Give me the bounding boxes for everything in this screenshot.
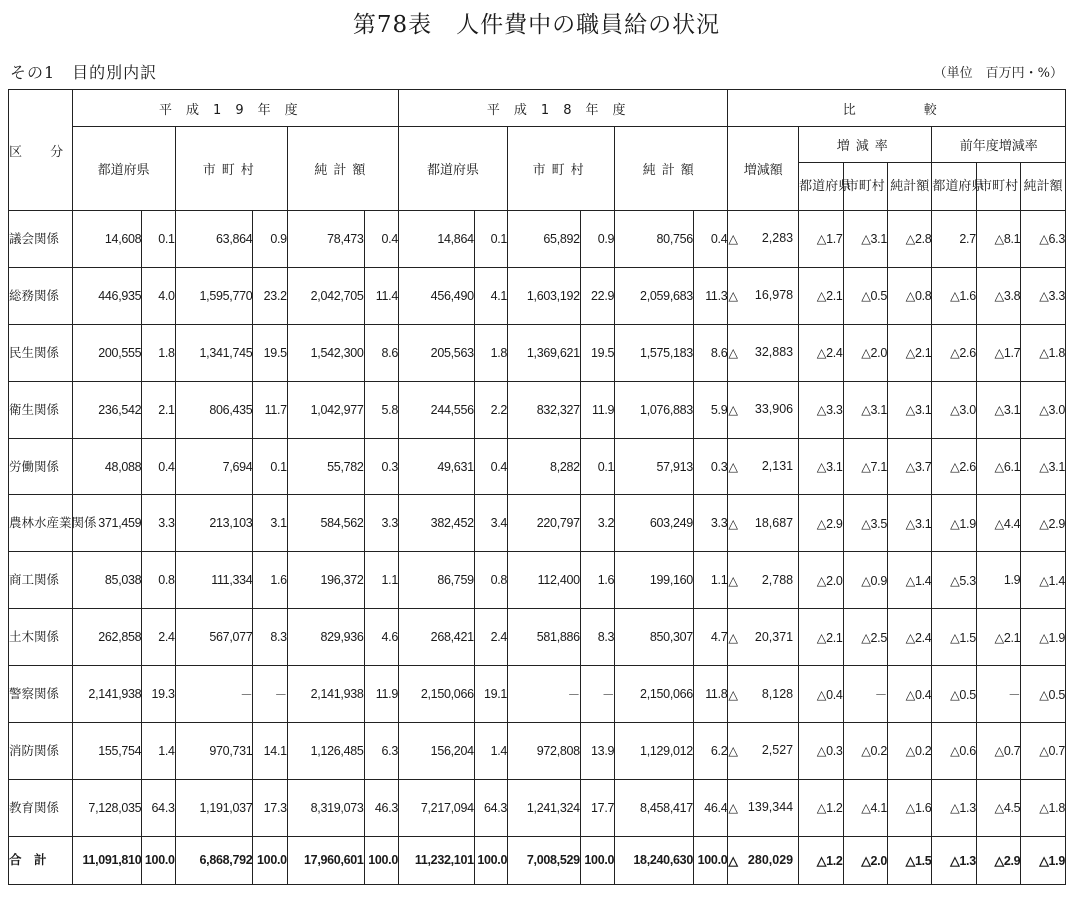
value-cell: △3.1: [843, 381, 887, 438]
value-cell: △8.1: [976, 211, 1020, 268]
row-label: 労働関係: [9, 438, 73, 495]
value-cell: 11,091,810: [72, 836, 142, 884]
value-cell: △2.8: [887, 211, 931, 268]
value-cell: 262,858: [72, 609, 142, 666]
diff-cell: △ 2,131: [728, 438, 799, 495]
value-cell: 8.6: [364, 324, 398, 381]
value-cell: 2,059,683: [615, 267, 694, 324]
table-row: [9, 211, 1066, 268]
value-cell: △2.1: [887, 324, 931, 381]
value-cell: 196,372: [287, 552, 364, 609]
value-cell: 0.9: [580, 211, 614, 268]
value-cell: 3.4: [474, 495, 507, 552]
total-row: [9, 836, 1066, 884]
value-cell: △3.8: [976, 267, 1020, 324]
value-cell: △2.6: [932, 438, 976, 495]
rate-net-header: 純計額: [887, 163, 931, 211]
value-cell: 0.3: [693, 438, 727, 495]
value-cell: 19.1: [474, 666, 507, 723]
value-cell: △0.5: [932, 666, 976, 723]
value-cell: 4.0: [142, 267, 175, 324]
value-cell: 8.3: [253, 609, 287, 666]
h19-pref-header: 都道府県: [72, 127, 175, 211]
value-cell: △1.6: [887, 779, 931, 836]
prev-net-header: 純計額: [1021, 163, 1066, 211]
value-cell: △0.2: [843, 723, 887, 780]
table-row: [9, 438, 1066, 495]
value-cell: 100.0: [474, 836, 507, 884]
value-cell: 2,042,705: [287, 267, 364, 324]
value-cell: －: [580, 666, 614, 723]
value-cell: 0.1: [580, 438, 614, 495]
prev-muni-header: 市町村: [976, 163, 1020, 211]
value-cell: 100.0: [142, 836, 175, 884]
value-cell: 8,319,073: [287, 779, 364, 836]
value-cell: 11.3: [693, 267, 727, 324]
value-cell: 11.7: [253, 381, 287, 438]
value-cell: 18,240,630: [615, 836, 694, 884]
value-cell: 0.1: [474, 211, 507, 268]
value-cell: 1.6: [580, 552, 614, 609]
value-cell: 6.2: [693, 723, 727, 780]
value-cell: 1,595,770: [175, 267, 253, 324]
value-cell: △1.5: [932, 609, 976, 666]
value-cell: 2,150,066: [399, 666, 475, 723]
value-cell: △4.1: [843, 779, 887, 836]
h19-net-header: 純計額: [287, 127, 398, 211]
value-cell: 2.1: [142, 381, 175, 438]
table-row: [9, 267, 1066, 324]
value-cell: 2.7: [932, 211, 976, 268]
value-cell: 3.3: [364, 495, 398, 552]
table-row: [9, 324, 1066, 381]
value-cell: △2.0: [799, 552, 843, 609]
h18-header: 平成18年度: [399, 90, 728, 127]
value-cell: △1.2: [799, 836, 843, 884]
value-cell: 205,563: [399, 324, 475, 381]
value-cell: 13.9: [580, 723, 614, 780]
prev-rate-header: 前年度増減率: [932, 127, 1066, 163]
value-cell: △1.9: [1021, 836, 1066, 884]
value-cell: △6.3: [1021, 211, 1066, 268]
value-cell: 970,731: [175, 723, 253, 780]
value-cell: 1.8: [474, 324, 507, 381]
value-cell: 7,694: [175, 438, 253, 495]
value-cell: 2.4: [474, 609, 507, 666]
rate-header: 増減率: [799, 127, 932, 163]
value-cell: △2.9: [799, 495, 843, 552]
value-cell: 19.3: [142, 666, 175, 723]
diff-cell: △ 8,128: [728, 666, 799, 723]
salary-table: [8, 89, 1066, 885]
table-row: [9, 723, 1066, 780]
value-cell: 111,334: [175, 552, 253, 609]
value-cell: 17.7: [580, 779, 614, 836]
diff-cell: △ 2,283: [728, 211, 799, 268]
value-cell: 3.3: [142, 495, 175, 552]
value-cell: 46.4: [693, 779, 727, 836]
value-cell: 850,307: [615, 609, 694, 666]
row-label: 衛生関係: [9, 381, 73, 438]
value-cell: 14,608: [72, 211, 142, 268]
value-cell: △0.8: [887, 267, 931, 324]
value-cell: 4.7: [693, 609, 727, 666]
value-cell: 64.3: [142, 779, 175, 836]
value-cell: 456,490: [399, 267, 475, 324]
value-cell: 17,960,601: [287, 836, 364, 884]
value-cell: 213,103: [175, 495, 253, 552]
row-label: 議会関係: [9, 211, 73, 268]
value-cell: 832,327: [508, 381, 581, 438]
value-cell: 972,808: [508, 723, 581, 780]
value-cell: 581,886: [508, 609, 581, 666]
value-cell: 220,797: [508, 495, 581, 552]
value-cell: 23.2: [253, 267, 287, 324]
value-cell: 603,249: [615, 495, 694, 552]
value-cell: 2.4: [142, 609, 175, 666]
value-cell: △1.5: [887, 836, 931, 884]
value-cell: △2.9: [976, 836, 1020, 884]
value-cell: △1.4: [1021, 552, 1066, 609]
value-cell: 1,603,192: [508, 267, 581, 324]
value-cell: △1.8: [1021, 324, 1066, 381]
value-cell: 0.4: [474, 438, 507, 495]
value-cell: 0.8: [142, 552, 175, 609]
value-cell: △3.1: [887, 381, 931, 438]
value-cell: △0.7: [976, 723, 1020, 780]
value-cell: △2.0: [843, 836, 887, 884]
value-cell: △1.8: [1021, 779, 1066, 836]
value-cell: 19.5: [253, 324, 287, 381]
value-cell: 1.1: [364, 552, 398, 609]
value-cell: △5.3: [932, 552, 976, 609]
table-row: [9, 495, 1066, 552]
diff-cell: △ 33,906: [728, 381, 799, 438]
value-cell: 100.0: [693, 836, 727, 884]
value-cell: －: [175, 666, 253, 723]
diff-header: 増減額: [728, 127, 799, 211]
value-cell: △0.3: [799, 723, 843, 780]
value-cell: △4.5: [976, 779, 1020, 836]
value-cell: 268,421: [399, 609, 475, 666]
value-cell: 5.9: [693, 381, 727, 438]
value-cell: △0.2: [887, 723, 931, 780]
value-cell: 1,042,977: [287, 381, 364, 438]
value-cell: 1,129,012: [615, 723, 694, 780]
value-cell: △3.1: [887, 495, 931, 552]
value-cell: －: [253, 666, 287, 723]
value-cell: 0.3: [364, 438, 398, 495]
diff-cell: △ 20,371: [728, 609, 799, 666]
value-cell: △2.9: [1021, 495, 1066, 552]
value-cell: 17.3: [253, 779, 287, 836]
value-cell: 0.8: [474, 552, 507, 609]
value-cell: △1.9: [1021, 609, 1066, 666]
value-cell: △2.4: [799, 324, 843, 381]
value-cell: △1.7: [976, 324, 1020, 381]
value-cell: △2.1: [799, 609, 843, 666]
h18-net-header: 純計額: [615, 127, 728, 211]
value-cell: 155,754: [72, 723, 142, 780]
value-cell: △0.4: [799, 666, 843, 723]
table-row: [9, 779, 1066, 836]
value-cell: 14,864: [399, 211, 475, 268]
value-cell: △3.5: [843, 495, 887, 552]
value-cell: △3.7: [887, 438, 931, 495]
value-cell: △4.4: [976, 495, 1020, 552]
value-cell: 112,400: [508, 552, 581, 609]
value-cell: △0.7: [1021, 723, 1066, 780]
value-cell: 100.0: [580, 836, 614, 884]
row-label: 教育関係: [9, 779, 73, 836]
row-label: 農林水産業関係: [9, 495, 73, 552]
value-cell: 11.8: [693, 666, 727, 723]
value-cell: 8,458,417: [615, 779, 694, 836]
value-cell: －: [843, 666, 887, 723]
value-cell: △1.2: [799, 779, 843, 836]
table-row: [9, 552, 1066, 609]
prev-pref-header: 都道府県: [932, 163, 976, 211]
value-cell: 1,126,485: [287, 723, 364, 780]
value-cell: 156,204: [399, 723, 475, 780]
value-cell: 6.3: [364, 723, 398, 780]
value-cell: 0.4: [364, 211, 398, 268]
value-cell: 806,435: [175, 381, 253, 438]
table-row: [9, 609, 1066, 666]
h18-muni-header: 市町村: [508, 127, 615, 211]
value-cell: 3.1: [253, 495, 287, 552]
value-cell: 1.9: [976, 552, 1020, 609]
value-cell: 2,150,066: [615, 666, 694, 723]
value-cell: －: [508, 666, 581, 723]
diff-cell: △ 2,527: [728, 723, 799, 780]
value-cell: 100.0: [253, 836, 287, 884]
diff-cell: △ 32,883: [728, 324, 799, 381]
value-cell: 6,868,792: [175, 836, 253, 884]
value-cell: △3.1: [1021, 438, 1066, 495]
rate-pref-header: 都道府県: [799, 163, 843, 211]
value-cell: 7,128,035: [72, 779, 142, 836]
value-cell: △0.9: [843, 552, 887, 609]
value-cell: 4.1: [474, 267, 507, 324]
value-cell: 0.4: [693, 211, 727, 268]
value-cell: 0.4: [142, 438, 175, 495]
value-cell: △2.4: [887, 609, 931, 666]
h19-header: 平成19年度: [72, 90, 398, 127]
value-cell: 1.1: [693, 552, 727, 609]
value-cell: △2.1: [976, 609, 1020, 666]
diff-cell: △ 16,978: [728, 267, 799, 324]
row-label: 土木関係: [9, 609, 73, 666]
value-cell: 1.4: [142, 723, 175, 780]
value-cell: 7,217,094: [399, 779, 475, 836]
value-cell: △3.1: [976, 381, 1020, 438]
value-cell: △2.6: [932, 324, 976, 381]
value-cell: △0.5: [1021, 666, 1066, 723]
value-cell: 200,555: [72, 324, 142, 381]
value-cell: 3.3: [693, 495, 727, 552]
value-cell: 57,913: [615, 438, 694, 495]
value-cell: 14.1: [253, 723, 287, 780]
value-cell: 49,631: [399, 438, 475, 495]
value-cell: 48,088: [72, 438, 142, 495]
value-cell: △0.5: [843, 267, 887, 324]
value-cell: 1.8: [142, 324, 175, 381]
unit-note: （単位 百万円・%）: [933, 66, 1063, 81]
value-cell: △0.6: [932, 723, 976, 780]
value-cell: △1.3: [932, 836, 976, 884]
value-cell: 64.3: [474, 779, 507, 836]
value-cell: 11,232,101: [399, 836, 475, 884]
diff-cell: △ 139,344: [728, 779, 799, 836]
value-cell: △3.1: [843, 211, 887, 268]
value-cell: 5.8: [364, 381, 398, 438]
h19-muni-header: 市町村: [175, 127, 287, 211]
value-cell: 0.1: [253, 438, 287, 495]
value-cell: △6.1: [976, 438, 1020, 495]
value-cell: 63,864: [175, 211, 253, 268]
h18-pref-header: 都道府県: [399, 127, 508, 211]
value-cell: 1,575,183: [615, 324, 694, 381]
value-cell: 19.5: [580, 324, 614, 381]
value-cell: 1,369,621: [508, 324, 581, 381]
value-cell: 65,892: [508, 211, 581, 268]
value-cell: △1.9: [932, 495, 976, 552]
row-label: 警察関係: [9, 666, 73, 723]
value-cell: 244,556: [399, 381, 475, 438]
row-label: 総務関係: [9, 267, 73, 324]
value-cell: 446,935: [72, 267, 142, 324]
value-cell: 584,562: [287, 495, 364, 552]
value-cell: 829,936: [287, 609, 364, 666]
table-title: 第78表 人件費中の職員給の状況: [352, 12, 721, 38]
value-cell: 1,341,745: [175, 324, 253, 381]
value-cell: 2.2: [474, 381, 507, 438]
value-cell: 86,759: [399, 552, 475, 609]
value-cell: △3.3: [1021, 267, 1066, 324]
table-body: [9, 211, 1066, 885]
value-cell: △1.4: [887, 552, 931, 609]
value-cell: 78,473: [287, 211, 364, 268]
value-cell: △2.1: [799, 267, 843, 324]
table-row: [9, 381, 1066, 438]
value-cell: 8.3: [580, 609, 614, 666]
value-cell: 46.3: [364, 779, 398, 836]
value-cell: 382,452: [399, 495, 475, 552]
value-cell: 236,542: [72, 381, 142, 438]
value-cell: 85,038: [72, 552, 142, 609]
value-cell: 1.6: [253, 552, 287, 609]
value-cell: 11.9: [364, 666, 398, 723]
value-cell: 8.6: [693, 324, 727, 381]
value-cell: △0.4: [887, 666, 931, 723]
value-cell: 3.2: [580, 495, 614, 552]
diff-cell: △ 18,687: [728, 495, 799, 552]
value-cell: 2,141,938: [287, 666, 364, 723]
value-cell: 55,782: [287, 438, 364, 495]
table-subtitle: その1 目的別内訳: [10, 63, 158, 82]
diff-cell: △ 2,788: [728, 552, 799, 609]
value-cell: 2,141,938: [72, 666, 142, 723]
value-cell: 22.9: [580, 267, 614, 324]
value-cell: △3.3: [799, 381, 843, 438]
value-cell: 7,008,529: [508, 836, 581, 884]
value-cell: △1.3: [932, 779, 976, 836]
value-cell: 371,459: [72, 495, 142, 552]
table-row: [9, 666, 1066, 723]
value-cell: 567,077: [175, 609, 253, 666]
value-cell: 80,756: [615, 211, 694, 268]
rate-muni-header: 市町村: [843, 163, 887, 211]
value-cell: 100.0: [364, 836, 398, 884]
row-label: 合 計: [9, 836, 73, 884]
value-cell: 11.4: [364, 267, 398, 324]
value-cell: △7.1: [843, 438, 887, 495]
value-cell: 199,160: [615, 552, 694, 609]
corner-header: 区 分: [9, 90, 73, 211]
value-cell: 11.9: [580, 381, 614, 438]
value-cell: 1,241,324: [508, 779, 581, 836]
row-label: 商工関係: [9, 552, 73, 609]
value-cell: 4.6: [364, 609, 398, 666]
row-label: 消防関係: [9, 723, 73, 780]
value-cell: 0.1: [142, 211, 175, 268]
row-label: 民生関係: [9, 324, 73, 381]
value-cell: 1,542,300: [287, 324, 364, 381]
value-cell: △2.5: [843, 609, 887, 666]
compare-header: 比 較: [728, 90, 1066, 127]
value-cell: △3.1: [799, 438, 843, 495]
diff-cell: △ 280,029: [728, 836, 799, 884]
value-cell: －: [976, 666, 1020, 723]
value-cell: 8,282: [508, 438, 581, 495]
value-cell: △1.6: [932, 267, 976, 324]
value-cell: △3.0: [932, 381, 976, 438]
value-cell: △3.0: [1021, 381, 1066, 438]
value-cell: 1,076,883: [615, 381, 694, 438]
value-cell: △1.7: [799, 211, 843, 268]
value-cell: △2.0: [843, 324, 887, 381]
value-cell: 0.9: [253, 211, 287, 268]
value-cell: 1.4: [474, 723, 507, 780]
value-cell: 1,191,037: [175, 779, 253, 836]
